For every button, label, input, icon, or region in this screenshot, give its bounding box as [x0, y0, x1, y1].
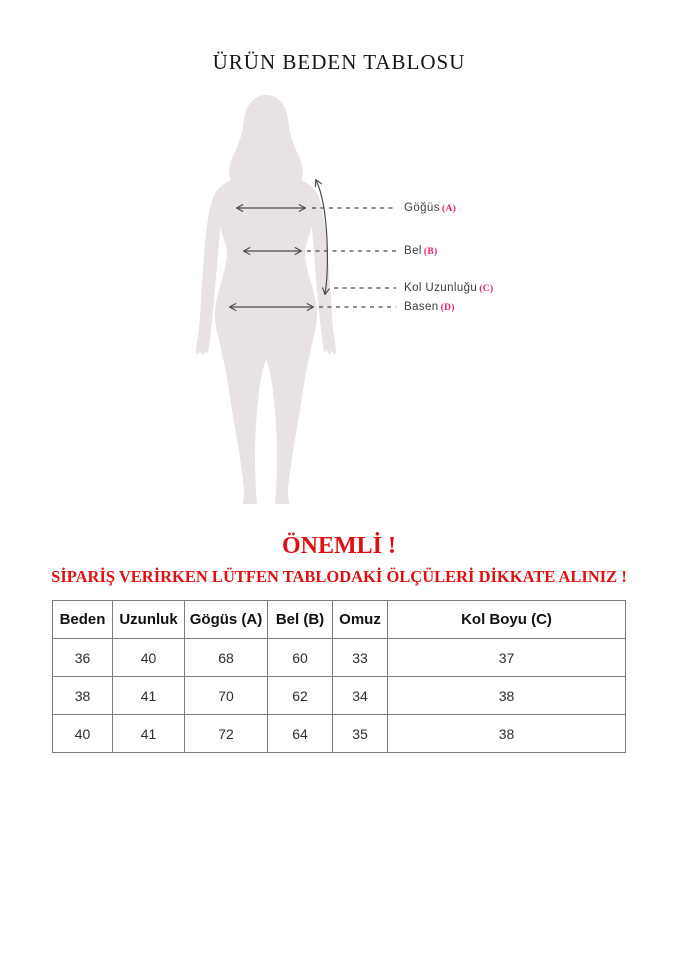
- header-omuz: Omuz: [333, 601, 388, 639]
- cell: 34: [333, 677, 388, 715]
- cell: 64: [268, 715, 333, 753]
- size-table: [52, 600, 626, 753]
- cell: 38: [388, 715, 626, 753]
- hip-label: [404, 300, 455, 314]
- important-heading: ÖNEMLİ !: [282, 533, 396, 559]
- hip-label-text: Basen: [404, 301, 439, 313]
- page-title: ÜRÜN BEDEN TABLOSU: [212, 50, 466, 74]
- chest-label: [404, 201, 456, 215]
- chest-label-code: (A): [441, 204, 457, 214]
- cell: 60: [268, 639, 333, 677]
- header-uzunluk: Uzunluk: [113, 601, 185, 639]
- cell: 38: [388, 677, 626, 715]
- header-beden: Beden: [53, 601, 113, 639]
- header-gogus: Gögüs (A): [185, 601, 268, 639]
- cell: 37: [388, 639, 626, 677]
- cell: 40: [53, 715, 113, 753]
- size-table-header-row: [53, 601, 626, 639]
- hip-label-code: (D): [440, 303, 455, 313]
- cell: 33: [333, 639, 388, 677]
- sleeve-label: [404, 281, 494, 295]
- cell: 36: [53, 639, 113, 677]
- cell: 38: [53, 677, 113, 715]
- sleeve-label-text: Kol Uzunluğu: [404, 282, 478, 294]
- cell: 70: [185, 677, 268, 715]
- chest-label-text: Göğüs: [404, 202, 440, 214]
- table-row: [53, 715, 626, 753]
- table-row: [53, 639, 626, 677]
- waist-label: [404, 244, 438, 258]
- waist-label-code: (B): [423, 247, 438, 257]
- order-warning-text: SİPARİŞ VERİRKEN LÜTFEN TABLODAKİ ÖLÇÜLERİ DİKKATE ALINIZ !: [51, 567, 627, 586]
- table-row: [53, 677, 626, 715]
- cell: 72: [185, 715, 268, 753]
- header-bel: Bel (B): [268, 601, 333, 639]
- female-body-silhouette-icon: [196, 95, 336, 504]
- cell: 35: [333, 715, 388, 753]
- sleeve-label-code: (C): [479, 284, 494, 294]
- cell: 41: [113, 715, 185, 753]
- cell: 40: [113, 639, 185, 677]
- body-measurement-diagram: [193, 92, 405, 512]
- cell: 41: [113, 677, 185, 715]
- cell: 68: [185, 639, 268, 677]
- header-kol-boyu: Kol Boyu (C): [388, 601, 626, 639]
- cell: 62: [268, 677, 333, 715]
- waist-label-text: Bel: [404, 245, 422, 257]
